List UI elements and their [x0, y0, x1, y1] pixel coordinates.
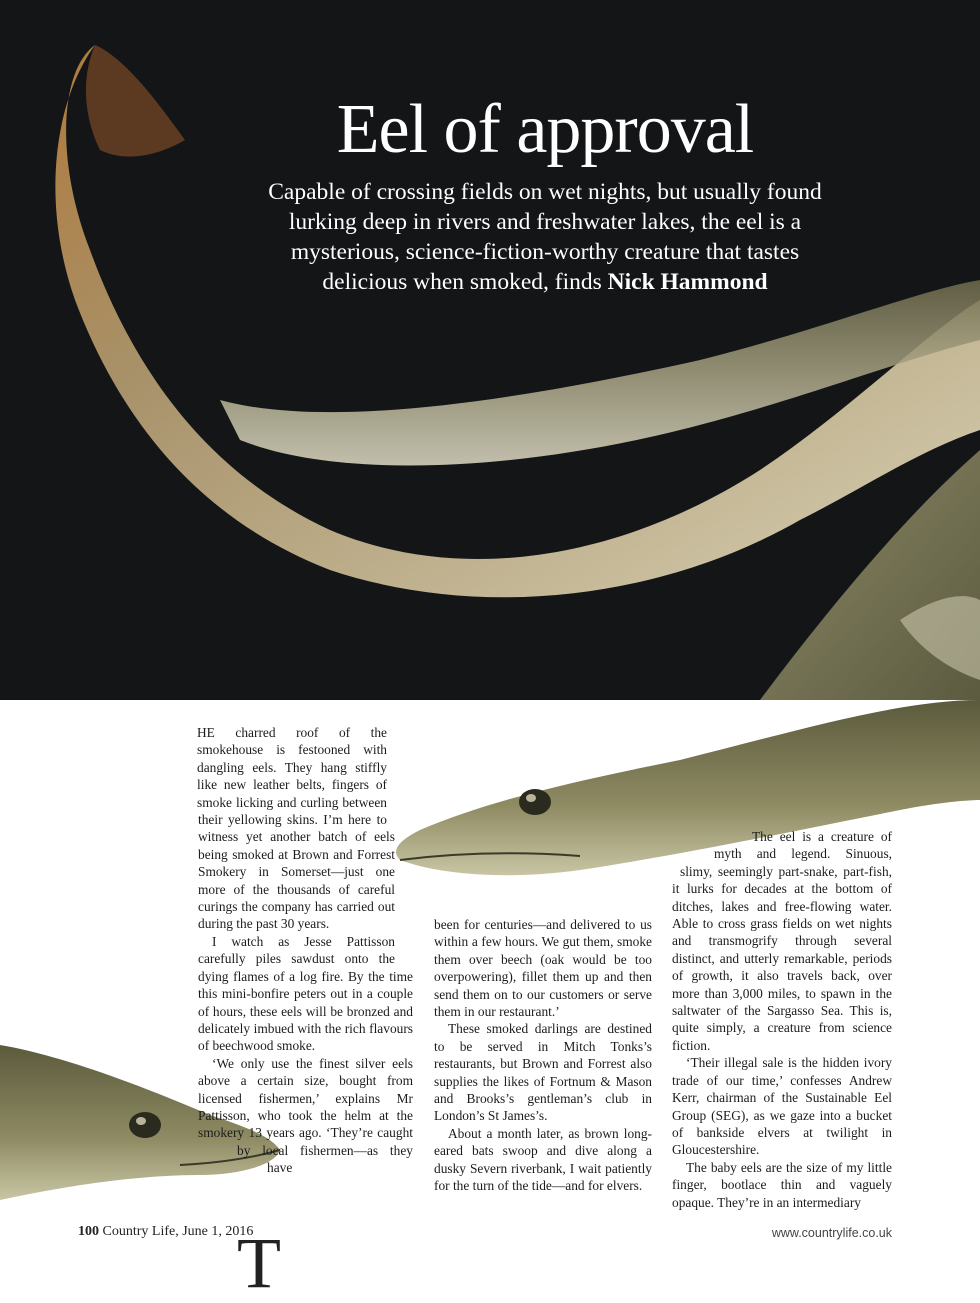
issue-info: Country Life, June 1, 2016	[102, 1224, 254, 1239]
col1-paragraph-3: ‘We only use the finest silver eels above a certain size, bought from licensed fishermen,’ explains Mr Pattisson, who took the helm at the smokery 13 years ago. ‘They’re caught by local fishermen—as they have	[198, 1055, 413, 1176]
col2-paragraph-2: These smoked darlings are destined to be served in Mitch Tonks’s restaurants, but Brown and Forrest also supplies the likes of Fortnum & Mason and Brooks’s gentleman’s club in London’s St James’s.	[434, 1021, 652, 1124]
col3-paragraph-2: ‘Their illegal sale is the hidden ivory trade of our time,’ confesses Andrew Kerr, chairman of the Sustainable Eel Group (SEG), as we gaze into a bucket of bankside elvers at twilight in Gloucestershire.	[672, 1055, 892, 1158]
website-url: www.countrylife.co.uk	[771, 1226, 892, 1240]
col1-paragraph-1: HE charred roof of the smokehouse is festooned with dangling eels. They hang stiffly like new leather belts, fingers of smoke licking and curling between their yellowing skins. I’m here to witness yet another batch of eels being smoked at Brown and Forrest Smokery in Somerset—just one more of the thousands of careful curings the company has carried out during the past 30 years.	[197, 725, 395, 932]
drop-cap: T	[237, 1223, 281, 1303]
standfirst	[250, 177, 840, 297]
standfirst-text: Capable of crossing fields on wet nights, but usually found lurking deep in rivers and freshwater lakes, the eel is a mysterious, science-fiction-worthy creature that tastes delicious when smoked, finds	[268, 179, 822, 295]
article-column-3	[672, 828, 892, 1216]
article-column-1	[197, 724, 413, 1303]
page-number: 100	[78, 1224, 99, 1239]
author-name: Nick Hammond	[607, 269, 768, 295]
col2-paragraph-1: been for centuries—and delivered to us within a few hours. We gut them, smoke them over beech (oak would be too overpowering), fillet them up and then send them on to our customers or serve them in our restaurant.’	[434, 917, 652, 1020]
col1-paragraph-2: I watch as Jesse Pattisson carefully piles sawdust onto the dying flames of a log fire. By the time this mini-bonfire peters out in a couple of hours, these eels will be bronzed and delicately imbued with the rich flavours of beechwood smoke.	[198, 933, 413, 1054]
article-column-2	[434, 916, 652, 1216]
col3-paragraph-3: The baby eels are the size of my little finger, bootlace thin and vaguely opaque. They’re in an intermediary	[672, 1159, 892, 1210]
page-footer	[78, 1224, 253, 1240]
headline: Eel of approval	[336, 91, 754, 168]
col2-paragraph-3: About a month later, as brown long-eared bats swoop and dive along a dusky Severn riverbank, I wait patiently for the turn of the tide—and for elvers.	[434, 1125, 652, 1194]
col3-paragraph-1: The eel is a creature of myth and legend. Sinuous, slimy, seemingly part-snake, part-fish, it lurks for decades at the bottom of ditches, lakes and free-flowing water. Able to cross grass fields on wet nights and transmogrify through several distinct, and utterly remarkable, periods of growth, it also travels back, over more than 3,000 miles, to spawn in the saltwater of the Sargasso Sea. This is, quite simply, a creature from science fiction.	[672, 829, 892, 1053]
